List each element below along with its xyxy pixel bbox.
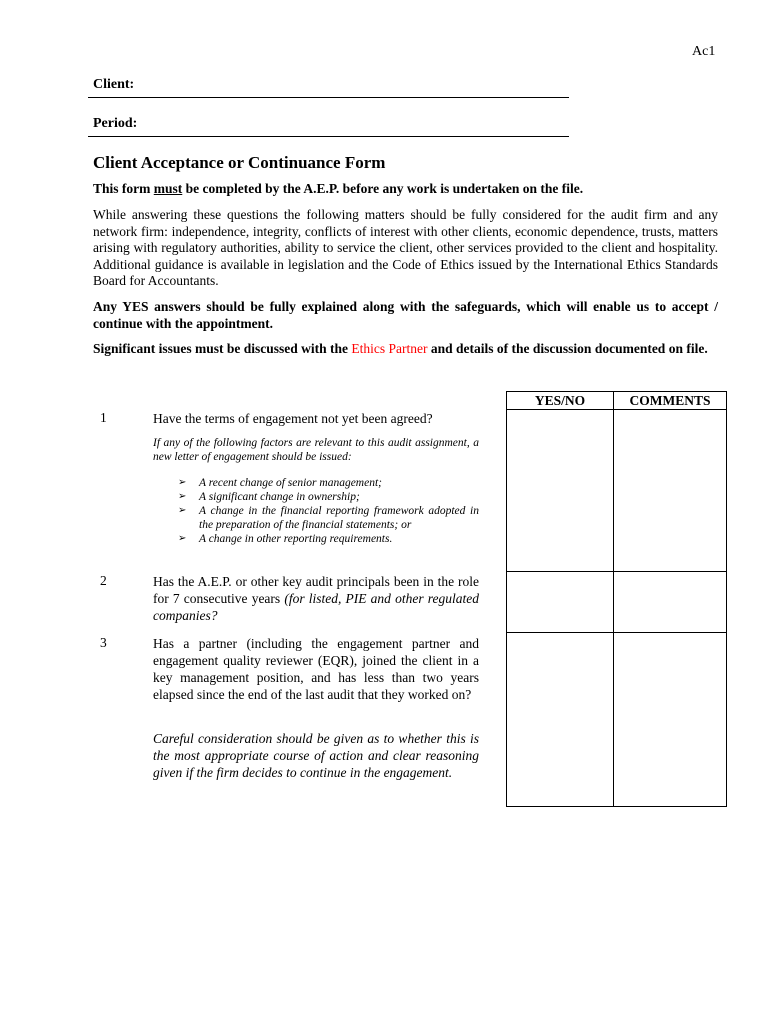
bullet-text: A change in the financial reporting framework adopted in the preparation of the financial statements; or xyxy=(199,505,479,531)
question-1-comments-cell[interactable] xyxy=(614,410,727,572)
table-header-row xyxy=(507,392,727,410)
client-label: Client: xyxy=(93,77,135,92)
period-underline xyxy=(88,136,569,137)
significant-suffix: and details of the discussion documented on file. xyxy=(427,341,708,356)
document-reference: Ac1 xyxy=(692,44,716,59)
question-1-bullet-list xyxy=(178,476,479,546)
yes-answers-paragraph: Any YES answers should be fully explained along with the safeguards, which will enable us to accept / continue with the appointment. xyxy=(93,299,718,331)
table-row xyxy=(507,410,727,572)
question-1-note: If any of the following factors are relevant to this audit assignment, a new letter of engagement should be issued: xyxy=(153,437,479,463)
arrow-bullet-icon: ➢ xyxy=(178,533,187,544)
question-2-yes-no-cell[interactable] xyxy=(507,572,614,633)
question-3-yes-no-cell[interactable] xyxy=(507,633,614,807)
list-item xyxy=(178,504,479,532)
bullet-text: A significant change in ownership; xyxy=(199,491,360,503)
bullet-text: A recent change of senior management; xyxy=(199,477,382,489)
yes-no-header: YES/NO xyxy=(507,392,614,410)
question-2-comments-cell[interactable] xyxy=(614,572,727,633)
bullet-text: A change in other reporting requirements. xyxy=(199,533,393,545)
arrow-bullet-icon: ➢ xyxy=(178,477,187,488)
significant-issues-paragraph xyxy=(93,341,718,358)
question-2-number: 2 xyxy=(100,573,107,588)
question-3-note: Careful consideration should be given as to whether this is the most appropriate course of action and clear reasoning given if the firm decides to continue in the engagement. xyxy=(153,731,479,780)
guidance-paragraph: While answering these questions the following matters should be fully considered for the audit firm and any network firm: independence, integrity, conflicts of interest with other clients, economic dependence, trusts, matters arising with regulatory authorities, ability to service the client, other services provided to the client and hospitality. Additional guidance is available in legislation and the Code of Ethics issued by the International Ethics Standards Board for Accountants. xyxy=(93,207,718,288)
question-3-number: 3 xyxy=(100,635,107,650)
arrow-bullet-icon: ➢ xyxy=(178,491,187,502)
question-2-main: Has the A.E.P. or other key audit principals been in the role for 7 consecutive years xyxy=(153,574,479,606)
question-2-italic: (for listed, PIE and other regulated companies? xyxy=(153,591,479,623)
period-label: Period: xyxy=(93,116,138,131)
significant-prefix: Significant issues must be discussed with the xyxy=(93,341,352,356)
answers-table xyxy=(506,391,727,807)
table-row xyxy=(507,633,727,807)
question-2-text xyxy=(153,573,479,624)
question-3-text: Has a partner (including the engagement partner and engagement quality reviewer (EQR), joined the client in a key management position, and has less than two years elapsed since the end of the last audit that they worked on? xyxy=(153,636,479,702)
form-title: Client Acceptance or Continuance Form xyxy=(93,153,386,172)
client-underline xyxy=(88,97,569,98)
intro-instruction xyxy=(93,181,718,198)
table-row xyxy=(507,572,727,633)
list-item xyxy=(178,532,479,546)
intro-emphasis: must xyxy=(153,181,183,196)
comments-header: COMMENTS xyxy=(614,392,727,410)
question-1-yes-no-cell[interactable] xyxy=(507,410,614,572)
arrow-bullet-icon: ➢ xyxy=(178,505,187,516)
intro-suffix: be completed by the A.E.P. before any work is undertaken on the file. xyxy=(182,181,584,196)
question-1-text: Have the terms of engagement not yet been agreed? xyxy=(153,411,433,426)
list-item xyxy=(178,476,479,490)
list-item xyxy=(178,490,479,504)
question-1-number: 1 xyxy=(100,410,107,425)
ethics-partner-highlight: Ethics Partner xyxy=(351,341,428,356)
intro-prefix: This form xyxy=(93,181,154,196)
question-3-comments-cell[interactable] xyxy=(614,633,727,807)
